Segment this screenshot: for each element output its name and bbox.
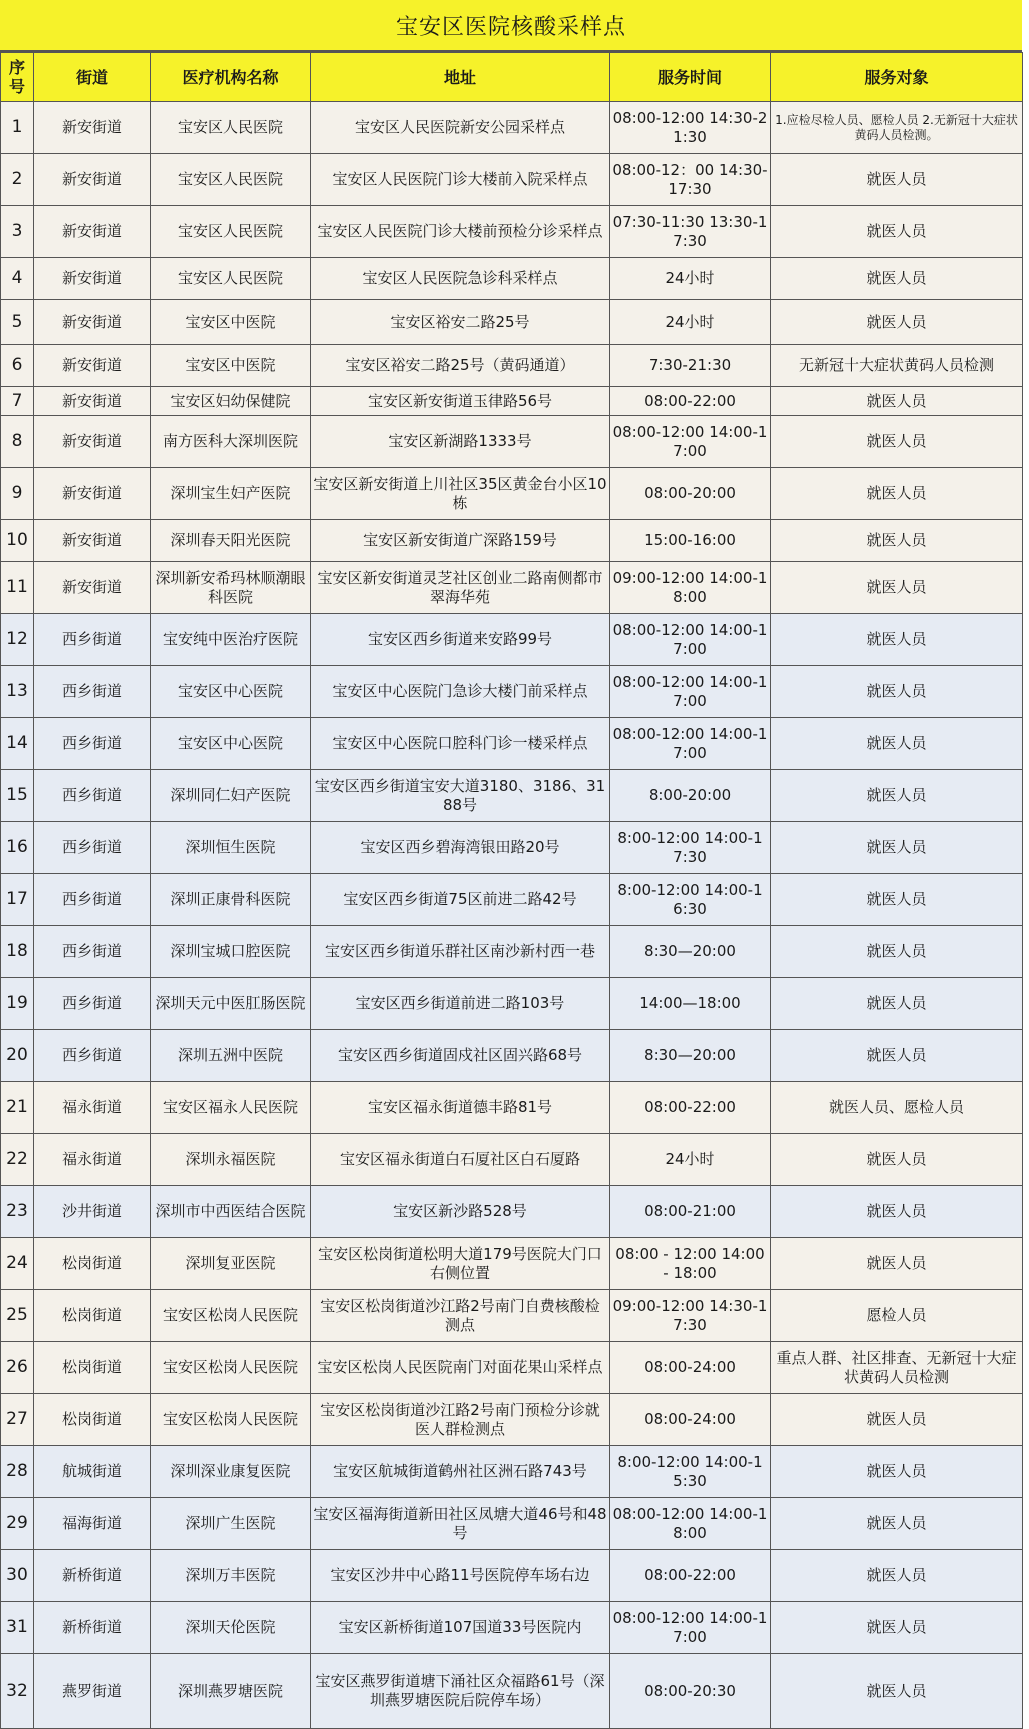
cell-target: 就医人员	[771, 1394, 1023, 1446]
cell-hospital: 宝安区人民医院	[151, 154, 311, 206]
cell-hours: 08:00-22:00	[610, 1550, 771, 1602]
cell-address: 宝安区人民医院门诊大楼前入院采样点	[311, 154, 610, 206]
cell-no: 25	[1, 1290, 34, 1342]
cell-target: 就医人员	[771, 468, 1023, 520]
cell-no: 2	[1, 154, 34, 206]
cell-hours: 24小时	[610, 258, 771, 300]
cell-target: 就医人员	[771, 1186, 1023, 1238]
cell-hours: 8:00-12:00 14:00-15:30	[610, 1446, 771, 1498]
table-row	[1, 1030, 1023, 1082]
cell-hours: 08:00-20:30	[610, 1654, 771, 1729]
cell-target: 就医人员	[771, 614, 1023, 666]
cell-hours: 15:00-16:00	[610, 520, 771, 562]
cell-target: 就医人员	[771, 874, 1023, 926]
cell-hospital: 深圳天伦医院	[151, 1602, 311, 1654]
table-row	[1, 666, 1023, 718]
table-row	[1, 468, 1023, 520]
cell-hospital: 深圳五洲中医院	[151, 1030, 311, 1082]
cell-hours: 8:00-12:00 14:00-16:30	[610, 874, 771, 926]
cell-address: 宝安区新湖路1333号	[311, 416, 610, 468]
cell-address: 宝安区新安街道上川社区35区黄金台小区10栋	[311, 468, 610, 520]
cell-no: 19	[1, 978, 34, 1030]
cell-hours: 08:00-24:00	[610, 1394, 771, 1446]
cell-no: 7	[1, 387, 34, 416]
table-row	[1, 1134, 1023, 1186]
cell-hours: 08:00-21:00	[610, 1186, 771, 1238]
cell-address: 宝安区人民医院门诊大楼前预检分诊采样点	[311, 206, 610, 258]
cell-hospital: 宝安区人民医院	[151, 102, 311, 154]
cell-target: 重点人群、社区排查、无新冠十大症状黄码人员检测	[771, 1342, 1023, 1394]
table-body	[1, 102, 1023, 1729]
cell-no: 28	[1, 1446, 34, 1498]
table-row	[1, 770, 1023, 822]
table-row	[1, 822, 1023, 874]
cell-target: 就医人员	[771, 770, 1023, 822]
cell-hospital: 深圳正康骨科医院	[151, 874, 311, 926]
cell-no: 14	[1, 718, 34, 770]
cell-hospital: 宝安区中心医院	[151, 666, 311, 718]
cell-street: 西乡街道	[34, 822, 151, 874]
cell-address: 宝安区福永街道白石厦社区白石厦路	[311, 1134, 610, 1186]
cell-address: 宝安区裕安二路25号（黄码通道）	[311, 345, 610, 387]
table-row	[1, 1394, 1023, 1446]
cell-target: 就医人员	[771, 300, 1023, 345]
cell-address: 宝安区西乡街道75区前进二路42号	[311, 874, 610, 926]
cell-target: 就医人员	[771, 1602, 1023, 1654]
cell-street: 新桥街道	[34, 1602, 151, 1654]
cell-street: 新安街道	[34, 520, 151, 562]
cell-hospital: 深圳新安希玛林顺潮眼科医院	[151, 562, 311, 614]
cell-street: 航城街道	[34, 1446, 151, 1498]
table-row	[1, 978, 1023, 1030]
cell-hospital: 宝安区人民医院	[151, 206, 311, 258]
cell-no: 9	[1, 468, 34, 520]
cell-target: 就医人员	[771, 822, 1023, 874]
table-row	[1, 1238, 1023, 1290]
cell-hours: 7:30-21:30	[610, 345, 771, 387]
cell-address: 宝安区西乡街道乐群社区南沙新村西一巷	[311, 926, 610, 978]
cell-hours: 24小时	[610, 1134, 771, 1186]
cell-hospital: 深圳深业康复医院	[151, 1446, 311, 1498]
cell-street: 沙井街道	[34, 1186, 151, 1238]
cell-street: 西乡街道	[34, 614, 151, 666]
cell-hospital: 宝安区中心医院	[151, 718, 311, 770]
sampling-sites-table	[0, 52, 1023, 1729]
table-row	[1, 1342, 1023, 1394]
cell-address: 宝安区人民医院新安公园采样点	[311, 102, 610, 154]
cell-hours: 08:00-22:00	[610, 387, 771, 416]
table-row	[1, 258, 1023, 300]
cell-hospital: 宝安区松岗人民医院	[151, 1290, 311, 1342]
cell-street: 新安街道	[34, 562, 151, 614]
cell-hospital: 宝安区中医院	[151, 345, 311, 387]
cell-address: 宝安区新沙路528号	[311, 1186, 610, 1238]
cell-address: 宝安区西乡碧海湾银田路20号	[311, 822, 610, 874]
cell-hours: 8:30—20:00	[610, 926, 771, 978]
cell-street: 燕罗街道	[34, 1654, 151, 1729]
cell-address: 宝安区西乡街道宝安大道3180、3186、3188号	[311, 770, 610, 822]
table-row	[1, 154, 1023, 206]
cell-address: 宝安区中心医院门急诊大楼门前采样点	[311, 666, 610, 718]
cell-address: 宝安区裕安二路25号	[311, 300, 610, 345]
cell-street: 松岗街道	[34, 1290, 151, 1342]
cell-address: 宝安区松岗街道松明大道179号医院大门口右侧位置	[311, 1238, 610, 1290]
cell-no: 4	[1, 258, 34, 300]
cell-street: 福永街道	[34, 1082, 151, 1134]
table-row	[1, 206, 1023, 258]
header-hospital: 医疗机构名称	[151, 53, 311, 102]
cell-address: 宝安区人民医院急诊科采样点	[311, 258, 610, 300]
cell-hospital: 宝安区松岗人民医院	[151, 1342, 311, 1394]
cell-target: 就医人员	[771, 666, 1023, 718]
cell-no: 8	[1, 416, 34, 468]
cell-hospital: 深圳春天阳光医院	[151, 520, 311, 562]
cell-address: 宝安区新安街道玉律路56号	[311, 387, 610, 416]
cell-street: 西乡街道	[34, 978, 151, 1030]
cell-no: 1	[1, 102, 34, 154]
cell-hospital: 深圳市中西医结合医院	[151, 1186, 311, 1238]
cell-hours: 08:00-12:00 14:00-17:00	[610, 614, 771, 666]
cell-no: 32	[1, 1654, 34, 1729]
cell-no: 3	[1, 206, 34, 258]
cell-hours: 09:00-12:00 14:00-18:00	[610, 562, 771, 614]
table-row	[1, 1654, 1023, 1729]
table-row	[1, 718, 1023, 770]
cell-no: 15	[1, 770, 34, 822]
cell-hours: 08:00-22:00	[610, 1082, 771, 1134]
cell-street: 松岗街道	[34, 1342, 151, 1394]
cell-hospital: 南方医科大深圳医院	[151, 416, 311, 468]
cell-hours: 8:00-12:00 14:00-17:30	[610, 822, 771, 874]
cell-no: 22	[1, 1134, 34, 1186]
table-row	[1, 1498, 1023, 1550]
cell-address: 宝安区新安街道灵芝社区创业二路南侧都市翠海华苑	[311, 562, 610, 614]
header-no: 序号	[1, 53, 34, 102]
cell-target: 1.应检尽检人员、愿检人员 2.无新冠十大症状黄码人员检测。	[771, 102, 1023, 154]
cell-address: 宝安区福永街道德丰路81号	[311, 1082, 610, 1134]
cell-address: 宝安区西乡街道固戍社区固兴路68号	[311, 1030, 610, 1082]
cell-no: 30	[1, 1550, 34, 1602]
cell-hours: 07:30-11:30 13:30-17:30	[610, 206, 771, 258]
cell-target: 就医人员	[771, 1446, 1023, 1498]
table-row	[1, 1290, 1023, 1342]
cell-target: 无新冠十大症状黄码人员检测	[771, 345, 1023, 387]
cell-hours: 08:00-24:00	[610, 1342, 771, 1394]
cell-street: 新安街道	[34, 102, 151, 154]
cell-no: 23	[1, 1186, 34, 1238]
cell-address: 宝安区松岗街道沙江路2号南门预检分诊就医人群检测点	[311, 1394, 610, 1446]
cell-hospital: 深圳宝生妇产医院	[151, 468, 311, 520]
cell-address: 宝安区松岗街道沙江路2号南门自费核酸检测点	[311, 1290, 610, 1342]
table-row	[1, 1082, 1023, 1134]
cell-street: 松岗街道	[34, 1394, 151, 1446]
cell-hours: 24小时	[610, 300, 771, 345]
cell-hospital: 深圳万丰医院	[151, 1550, 311, 1602]
cell-street: 西乡街道	[34, 874, 151, 926]
cell-hospital: 深圳宝城口腔医院	[151, 926, 311, 978]
cell-address: 宝安区新桥街道107国道33号医院内	[311, 1602, 610, 1654]
cell-hospital: 深圳复亚医院	[151, 1238, 311, 1290]
cell-target: 就医人员	[771, 1550, 1023, 1602]
cell-hours: 14:00—18:00	[610, 978, 771, 1030]
cell-street: 西乡街道	[34, 666, 151, 718]
cell-hours: 08:00 - 12:00 14:00 - 18:00	[610, 1238, 771, 1290]
cell-address: 宝安区西乡街道前进二路103号	[311, 978, 610, 1030]
cell-hospital: 宝安区人民医院	[151, 258, 311, 300]
cell-hours: 08:00-12：00 14:30-17:30	[610, 154, 771, 206]
cell-hospital: 宝安区福永人民医院	[151, 1082, 311, 1134]
cell-no: 13	[1, 666, 34, 718]
cell-no: 6	[1, 345, 34, 387]
cell-target: 就医人员	[771, 926, 1023, 978]
cell-target: 就医人员	[771, 206, 1023, 258]
cell-hours: 08:00-12:00 14:00-17:00	[610, 416, 771, 468]
cell-street: 西乡街道	[34, 926, 151, 978]
cell-hours: 08:00-20:00	[610, 468, 771, 520]
table-row	[1, 562, 1023, 614]
cell-hours: 09:00-12:00 14:30-17:30	[610, 1290, 771, 1342]
cell-target: 就医人员	[771, 416, 1023, 468]
header-target: 服务对象	[771, 53, 1023, 102]
cell-no: 21	[1, 1082, 34, 1134]
cell-street: 新安街道	[34, 154, 151, 206]
cell-hospital: 宝安区妇幼保健院	[151, 387, 311, 416]
table-row	[1, 1602, 1023, 1654]
cell-hours: 08:00-12:00 14:00-18:00	[610, 1498, 771, 1550]
cell-hours: 8:00-20:00	[610, 770, 771, 822]
cell-hospital: 深圳燕罗塘医院	[151, 1654, 311, 1729]
cell-address: 宝安区航城街道鹤州社区洲石路743号	[311, 1446, 610, 1498]
cell-street: 福永街道	[34, 1134, 151, 1186]
cell-hospital: 深圳天元中医肛肠医院	[151, 978, 311, 1030]
cell-street: 西乡街道	[34, 718, 151, 770]
cell-street: 新安街道	[34, 345, 151, 387]
cell-no: 27	[1, 1394, 34, 1446]
header-address: 地址	[311, 53, 610, 102]
header-street: 街道	[34, 53, 151, 102]
cell-address: 宝安区沙井中心路11号医院停车场右边	[311, 1550, 610, 1602]
cell-hospital: 深圳永福医院	[151, 1134, 311, 1186]
cell-target: 愿检人员	[771, 1290, 1023, 1342]
table-row	[1, 1446, 1023, 1498]
cell-street: 西乡街道	[34, 770, 151, 822]
cell-target: 就医人员	[771, 1238, 1023, 1290]
table-row	[1, 102, 1023, 154]
cell-street: 新安街道	[34, 416, 151, 468]
cell-target: 就医人员、愿检人员	[771, 1082, 1023, 1134]
cell-street: 新安街道	[34, 258, 151, 300]
cell-target: 就医人员	[771, 562, 1023, 614]
cell-hours: 08:00-12:00 14:00-17:00	[610, 666, 771, 718]
table-row	[1, 926, 1023, 978]
table-row	[1, 1550, 1023, 1602]
cell-target: 就医人员	[771, 154, 1023, 206]
header-hours: 服务时间	[610, 53, 771, 102]
cell-street: 松岗街道	[34, 1238, 151, 1290]
cell-no: 10	[1, 520, 34, 562]
cell-street: 西乡街道	[34, 1030, 151, 1082]
table-row	[1, 1186, 1023, 1238]
cell-street: 新安街道	[34, 468, 151, 520]
table-row	[1, 874, 1023, 926]
table-row	[1, 387, 1023, 416]
cell-no: 5	[1, 300, 34, 345]
cell-no: 11	[1, 562, 34, 614]
cell-hours: 08:00-12:00 14:00-17:00	[610, 1602, 771, 1654]
cell-address: 宝安区新安街道广深路159号	[311, 520, 610, 562]
table-row	[1, 614, 1023, 666]
cell-target: 就医人员	[771, 520, 1023, 562]
cell-hospital: 深圳恒生医院	[151, 822, 311, 874]
cell-target: 就医人员	[771, 1654, 1023, 1729]
cell-target: 就医人员	[771, 387, 1023, 416]
table-row	[1, 520, 1023, 562]
cell-street: 新安街道	[34, 206, 151, 258]
cell-no: 24	[1, 1238, 34, 1290]
cell-street: 新安街道	[34, 300, 151, 345]
table-row	[1, 416, 1023, 468]
cell-no: 18	[1, 926, 34, 978]
cell-no: 29	[1, 1498, 34, 1550]
cell-address: 宝安区燕罗街道塘下涌社区众福路61号（深圳燕罗塘医院后院停车场）	[311, 1654, 610, 1729]
sheet-title: 宝安区医院核酸采样点	[0, 0, 1022, 52]
cell-address: 宝安区中心医院口腔科门诊一楼采样点	[311, 718, 610, 770]
cell-hours: 08:00-12:00 14:00-17:00	[610, 718, 771, 770]
cell-target: 就医人员	[771, 1498, 1023, 1550]
cell-street: 福海街道	[34, 1498, 151, 1550]
cell-address: 宝安区福海街道新田社区凤塘大道46号和48号	[311, 1498, 610, 1550]
cell-address: 宝安区松岗人民医院南门对面花果山采样点	[311, 1342, 610, 1394]
cell-hospital: 宝安区松岗人民医院	[151, 1394, 311, 1446]
cell-no: 12	[1, 614, 34, 666]
cell-hospital: 深圳广生医院	[151, 1498, 311, 1550]
cell-hospital: 深圳同仁妇产医院	[151, 770, 311, 822]
cell-target: 就医人员	[771, 1030, 1023, 1082]
cell-hospital: 宝安纯中医治疗医院	[151, 614, 311, 666]
cell-target: 就医人员	[771, 258, 1023, 300]
cell-no: 17	[1, 874, 34, 926]
cell-no: 16	[1, 822, 34, 874]
cell-target: 就医人员	[771, 1134, 1023, 1186]
cell-no: 20	[1, 1030, 34, 1082]
cell-hours: 8:30—20:00	[610, 1030, 771, 1082]
cell-street: 新安街道	[34, 387, 151, 416]
table-row	[1, 345, 1023, 387]
cell-no: 31	[1, 1602, 34, 1654]
table-row	[1, 300, 1023, 345]
cell-target: 就医人员	[771, 718, 1023, 770]
cell-hours: 08:00-12:00 14:30-21:30	[610, 102, 771, 154]
cell-street: 新桥街道	[34, 1550, 151, 1602]
cell-hospital: 宝安区中医院	[151, 300, 311, 345]
cell-target: 就医人员	[771, 978, 1023, 1030]
table-header-row	[1, 53, 1023, 102]
cell-address: 宝安区西乡街道来安路99号	[311, 614, 610, 666]
cell-no: 26	[1, 1342, 34, 1394]
